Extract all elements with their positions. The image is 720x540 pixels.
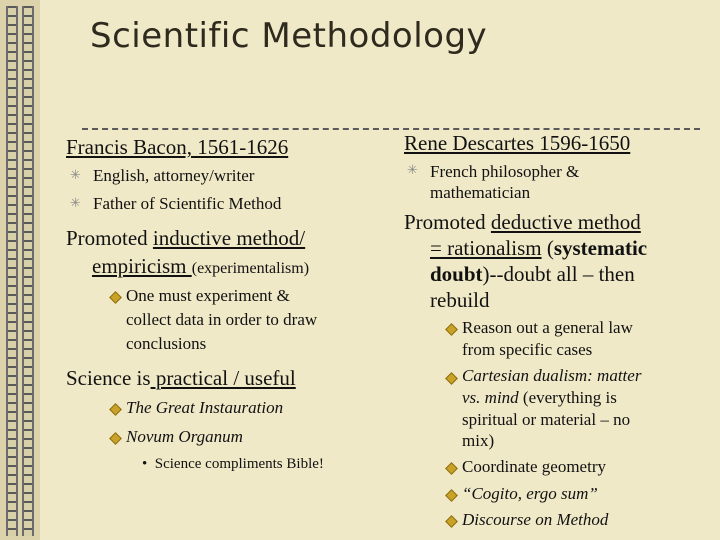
point-text: Promoted	[66, 226, 153, 250]
bacon-work-2: Novum Organum	[126, 427, 243, 446]
fleur-bullet-icon: ✳	[70, 196, 81, 211]
descartes-point-line-1	[404, 210, 641, 235]
bacon-point-1-line2	[92, 254, 309, 279]
point-underlined: deductive method	[490, 210, 641, 234]
fleur-bullet-icon: ✳	[70, 168, 81, 183]
diamond-bullet-icon	[445, 489, 458, 502]
spine-stitch-right	[22, 6, 34, 536]
diamond-bullet-icon	[445, 323, 458, 336]
spine-stitch-left	[6, 6, 18, 536]
bacon-sub-line-3: conclusions	[126, 334, 207, 353]
dualism-line-3: spiritual or material – no	[462, 410, 631, 429]
diamond-bullet-icon	[109, 291, 122, 304]
discourse-item: Discourse on Method	[462, 510, 609, 529]
point-underlined: inductive method/	[152, 226, 306, 250]
bacon-heading: Francis Bacon, 1561-1626	[66, 135, 289, 159]
bacon-bullet-2: Father of Scientific Method	[93, 194, 282, 213]
reason-line-2: from specific cases	[462, 340, 593, 359]
descartes-heading: Rene Descartes 1596-1650	[404, 131, 631, 155]
point-underlined: practical / useful	[150, 366, 296, 390]
point-text: Promoted	[404, 210, 491, 234]
descartes-point-line-4: rebuild	[430, 288, 490, 312]
descartes-bullet-line-1: French philosopher &	[430, 162, 580, 181]
fleur-bullet-icon: ✳	[407, 163, 418, 178]
dot-bullet-icon: •	[142, 456, 148, 472]
cogito-item: “Cogito, ergo sum”	[462, 484, 598, 503]
reason-line-1: Reason out a general law	[462, 318, 633, 337]
sub-text: Science compliments Bible!	[154, 456, 324, 472]
point-underlined: empiricism	[92, 254, 192, 278]
point-text: (	[541, 236, 554, 260]
bacon-sub-line-1: One must experiment &	[126, 286, 290, 305]
dualism-line-2	[462, 388, 617, 408]
notebook-spine	[0, 0, 40, 540]
point-bold: systematic	[553, 236, 648, 260]
header-rule	[82, 128, 700, 130]
descartes-bullet-line-2: mathematician	[430, 183, 531, 202]
descartes-point-line-3	[430, 262, 635, 287]
point-text: )--doubt all – then	[482, 262, 635, 286]
point-text: Science is	[66, 366, 151, 390]
diamond-bullet-icon	[445, 515, 458, 528]
bacon-sub-line-2: collect data in order to draw	[126, 310, 318, 329]
diamond-bullet-icon	[109, 403, 122, 416]
diamond-bullet-icon	[445, 372, 458, 385]
point-underlined: = rationalism	[430, 236, 542, 260]
point-bold: doubt	[430, 262, 483, 286]
bacon-sub-sub	[142, 456, 324, 473]
dualism-text: (everything is	[518, 388, 617, 407]
point-text: (experimentalism)	[191, 260, 310, 277]
diamond-bullet-icon	[109, 432, 122, 445]
bacon-point-2	[66, 366, 296, 391]
dualism-italic: vs. mind	[462, 388, 519, 407]
dualism-line-4: mix)	[462, 431, 495, 450]
bacon-point-1	[66, 226, 305, 251]
geometry-item: Coordinate geometry	[462, 457, 606, 476]
diamond-bullet-icon	[445, 462, 458, 475]
descartes-point-line-2	[430, 236, 647, 261]
slide-title: Scientific Methodology	[90, 16, 488, 56]
bacon-bullet-1: English, attorney/writer	[93, 166, 255, 185]
bacon-work-1: The Great Instauration	[126, 398, 284, 417]
dualism-line-1: Cartesian dualism: matter	[462, 366, 642, 385]
